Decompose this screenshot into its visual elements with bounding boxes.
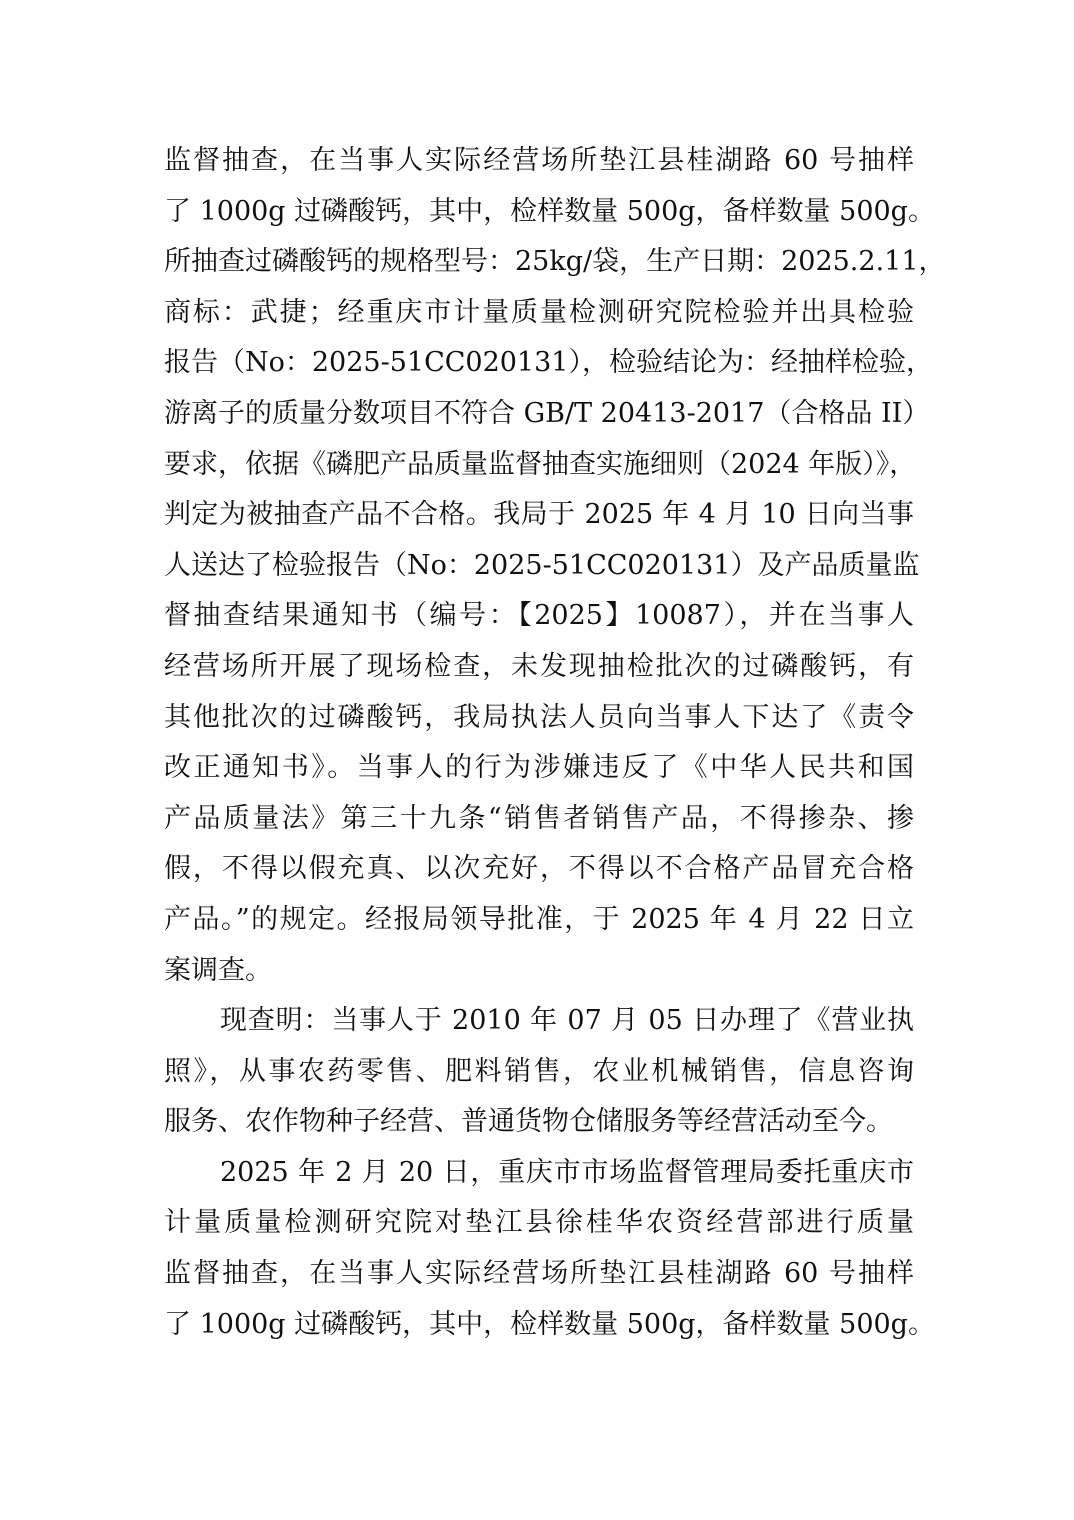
paragraph-line: 产品。”的规定。经报局领导批准，于 2025 年 4 月 22 日立 — [164, 903, 914, 935]
paragraph-line: 督抽查结果通知书（编号：【2025】10087），并在当事人 — [164, 600, 914, 632]
paragraph-1 — [164, 136, 946, 996]
paragraph-line: 了 1000g 过磷酸钙，其中，检样数量 500g，备样数量 500g。 — [164, 1308, 935, 1340]
paragraph-line: 照》，从事农药零售、肥料销售，农业机械销售，信息咨询 — [164, 1055, 914, 1087]
paragraph-line: 计量质量检测研究院对垫江县徐桂华农资经营部进行质量 — [164, 1207, 914, 1239]
paragraph-line: 所抽查过磷酸钙的规格型号：25kg/袋，生产日期：2025.2.11， — [164, 246, 946, 278]
paragraph-line: 监督抽查，在当事人实际经营场所垫江县桂湖路 60 号抽样 — [164, 1258, 914, 1290]
paragraph-line: 了 1000g 过磷酸钙，其中，检样数量 500g，备样数量 500g。 — [164, 195, 935, 227]
paragraph-line: 人送达了检验报告（No：2025-51CC020131）及产品质量监 — [164, 549, 920, 581]
paragraph-3 — [164, 1148, 935, 1350]
paragraph-line: 判定为被抽查产品不合格。我局于 2025 年 4 月 10 日向当事 — [164, 499, 914, 531]
paragraph-line: 改正通知书》。当事人的行为涉嫌违反了《中华人民共和国 — [164, 752, 914, 784]
paragraph-line: 商标：武捷；经重庆市计量质量检测研究院检验并出具检验 — [164, 296, 914, 328]
paragraph-line: 现查明：当事人于 2010 年 07 月 05 日办理了《营业执 — [220, 1005, 914, 1037]
paragraph-line: 监督抽查，在当事人实际经营场所垫江县桂湖路 60 号抽样 — [164, 145, 914, 176]
paragraph-line: 案调查。 — [164, 954, 272, 986]
paragraph-line: 假，不得以假充真、以次充好，不得以不合格产品冒充合格 — [164, 853, 914, 885]
paragraph-line: 服务、农作物种子经营、普通货物仓储服务等经营活动至今。 — [164, 1106, 893, 1138]
paragraph-line: 2025 年 2 月 20 日，重庆市市场监督管理局委托重庆市 — [220, 1156, 914, 1188]
paragraph-line: 报告（No：2025-51CC020131），检验结论为：经抽样检验， — [164, 347, 933, 379]
paragraph-2 — [164, 996, 914, 1148]
paragraph-line: 经营场所开展了现场检查，未发现抽检批次的过磷酸钙，有 — [164, 650, 914, 682]
document-body — [164, 136, 946, 1350]
paragraph-line: 要求，依据《磷肥产品质量监督抽查实施细则（2024 年版）》， — [164, 448, 917, 480]
paragraph-line: 其他批次的过磷酸钙，我局执法人员向当事人下达了《责令 — [164, 701, 914, 733]
paragraph-line: 游离子的质量分数项目不符合 GB/T 20413-2017（合格品 II） — [164, 397, 930, 429]
paragraph-line: 产品质量法》第三十九条“销售者销售产品，不得掺杂、掺 — [164, 802, 914, 834]
